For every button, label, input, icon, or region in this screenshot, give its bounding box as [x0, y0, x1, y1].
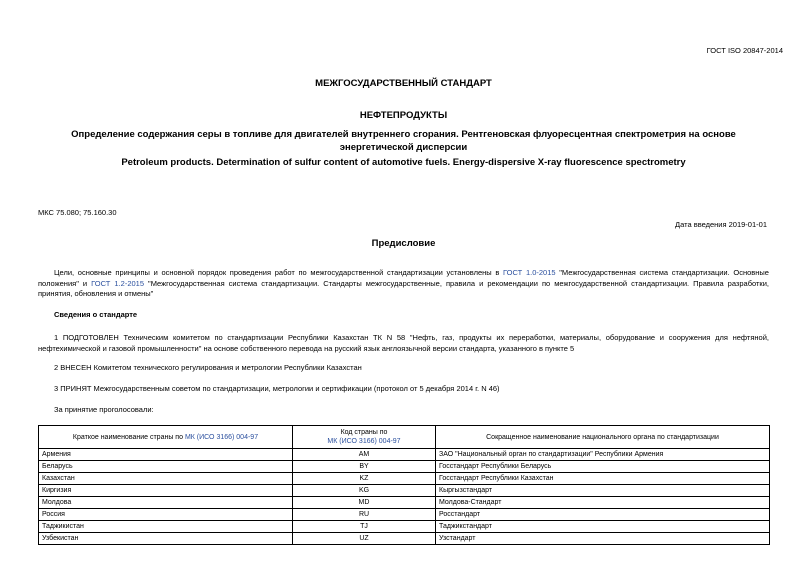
header-country-name: Краткое наименование страны по МК (ИСО 3166) 004-97 — [39, 426, 293, 449]
country-code: TJ — [293, 521, 436, 533]
gost-1-2-link[interactable]: ГОСТ 1.2-2015 — [91, 278, 145, 288]
table-header-row — [39, 426, 770, 449]
p2-text: Сведения о стандарте — [54, 310, 138, 319]
p4-text: 2 ВНЕСЕН Комитетом технического регулирования и метрологии Республики Казахстан — [54, 363, 362, 372]
header-country-code: Код страны по МК (ИСО 3166) 004-97 — [293, 426, 436, 449]
national-body: Госстандарт Республики Казахстан — [436, 473, 770, 485]
national-body: Госстандарт Республики Беларусь — [436, 461, 770, 473]
table-row — [39, 509, 770, 521]
voting-countries-table — [38, 425, 770, 545]
country-code: RU — [293, 509, 436, 521]
country-code: UZ — [293, 533, 436, 545]
product-heading: НЕФТЕПРОДУКТЫ — [359, 110, 448, 121]
table-row — [39, 521, 770, 533]
country-name: Казахстан — [39, 473, 293, 485]
voted-for-paragraph — [38, 405, 769, 416]
submitted-by-paragraph — [38, 363, 769, 374]
country-name: Армения — [39, 449, 293, 461]
table-row — [39, 461, 770, 473]
p5-text: 3 ПРИНЯТ Межгосударственным советом по стандартизации, метрологии и сертификации (протокол от 5 декабря 2014 г. N 46) — [54, 384, 500, 393]
title-russian: Определение содержания серы в топливе для двигателей внутреннего сгорания. Рентгеновская флуоресцентная спектрометрия на основе энергетической дисперсии — [71, 129, 736, 153]
header-national-body: Сокращенное наименование национального органа по стандартизации — [436, 426, 770, 449]
national-body: Кыргызстандарт — [436, 485, 770, 497]
title-english: Petroleum products. Determination of sulfur content of automotive fuels. Energy-dispersive X-ray fluorescence spectrometry — [121, 157, 686, 168]
national-body: ЗАО "Национальный орган по стандартизации" Республики Армения — [436, 449, 770, 461]
p6-text: За принятие проголосовали: — [54, 405, 154, 414]
national-body: Таджикстандарт — [436, 521, 770, 533]
country-code: AM — [293, 449, 436, 461]
country-code: BY — [293, 461, 436, 473]
national-body: Узстандарт — [436, 533, 770, 545]
gost-1-0-link[interactable]: ГОСТ 1.0-2015 — [503, 268, 556, 277]
country-code: MD — [293, 497, 436, 509]
adopted-by-paragraph — [38, 384, 769, 395]
introduction-date: Дата введения 2019-01-01 — [675, 220, 767, 229]
prepared-by-paragraph — [38, 333, 769, 354]
preface-heading: Предисловие — [371, 238, 436, 249]
country-code: KG — [293, 485, 436, 497]
country-name: Молдова — [39, 497, 293, 509]
preface-paragraph-goals — [38, 268, 769, 300]
country-code: KZ — [293, 473, 436, 485]
document-code: ГОСТ ISO 20847-2014 — [706, 46, 783, 55]
country-name: Беларусь — [39, 461, 293, 473]
country-name: Таджикистан — [39, 521, 293, 533]
country-name: Россия — [39, 509, 293, 521]
table-row — [39, 485, 770, 497]
mks-classification: МКС 75.080; 75.160.30 — [38, 208, 117, 217]
p1-text-b: "Межгосударственная система стандартизации. Основные положения" и — [38, 268, 769, 288]
p3-text: 1 ПОДГОТОВЛЕН Техническим комитетом по стандартизации Республики Казахстан ТК N 58 "Нефть, газ, продукты их переработки, материалы, оборудование и сооружения для нефтяной, нефтехимической и газовой промышленности" на основе собственного перевода на русский язык англоязычной версии стандарта, указанного в пункте 5 — [38, 333, 769, 353]
national-body: Росстандарт — [436, 509, 770, 521]
p1-text-a: Цели, основные принципы и основной порядок проведения работ по межгосударственной стандартизации установлены в — [54, 268, 504, 277]
table-row — [39, 473, 770, 485]
mk-iso-3166-link[interactable]: МК (ИСО 3166) 004-97 — [184, 433, 259, 441]
standard-type-heading: МЕЖГОСУДАРСТВЕННЫЙ СТАНДАРТ — [315, 78, 492, 89]
national-body: Молдова-Стандарт — [436, 497, 770, 509]
country-name: Киргизия — [39, 485, 293, 497]
table-row — [39, 449, 770, 461]
table-row — [39, 497, 770, 509]
table-row — [39, 533, 770, 545]
p1-text-c: "Межгосударственная система стандартизации. Стандарты межгосударственные, правила и рекомендации по межгосударственной стандартизации. Правила разработки, принятия, обновления и отмены" — [38, 278, 769, 298]
country-name: Узбекистан — [39, 533, 293, 545]
standard-info-heading — [38, 310, 769, 321]
mk-iso-3166-code-link[interactable]: МК (ИСО 3166) 004-97 — [327, 438, 401, 445]
